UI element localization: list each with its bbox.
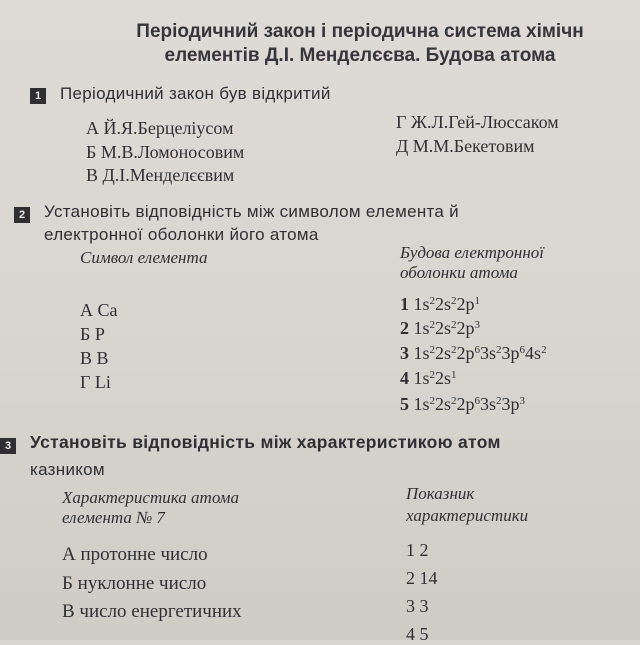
q2-symbol-a: А Ca (80, 300, 118, 320)
q3-right-column-header-line2: характеристики (406, 506, 529, 525)
question-3-text-line1: Установіть відповідність між характеристикою атом (30, 432, 501, 452)
q1-option-v: В Д.І.Менделєєвим (86, 165, 235, 185)
q3-value-1: 1 2 (406, 540, 429, 560)
page-title-line2: елементів Д.І. Менделєєва. Будова атома (164, 45, 556, 66)
question-3-number-badge: 3 (0, 438, 16, 454)
page-title-line1: Періодичний закон і періодична система хімічн (136, 21, 584, 42)
q3-characteristic-v: В число енергетичних (62, 601, 242, 622)
q1-option-b: Б М.В.Ломоносовим (86, 142, 245, 162)
q2-symbol-g: Г Li (80, 372, 111, 392)
q2-left-column-header: Символ елемента (80, 248, 208, 267)
q3-value-2: 2 14 (406, 568, 438, 588)
q2-right-column-header-line1: Будова електронної (400, 243, 545, 262)
q1-option-d: Д М.М.Бекетовим (396, 136, 535, 156)
q3-right-column-header-line1: Показник (406, 484, 475, 503)
q3-characteristic-b: Б нуклонне число (62, 573, 207, 594)
q3-value-3: 3 3 (406, 596, 429, 616)
q2-config-row: 1 $1s^22s^22p^1$ (400, 294, 481, 314)
q3-value-4: 4 5 (406, 624, 429, 644)
q2-right-column-header-line2: оболонки атома (400, 263, 518, 282)
q3-left-column-header-line2: елемента № 7 (62, 508, 165, 527)
question-2-text-line2: електронної оболонки його атома (44, 225, 319, 244)
q2-config-row: 2 $1s^22s^22p^3$ (400, 318, 481, 338)
question-2-text-line1: Установіть відповідність між символом елемента й (44, 202, 459, 221)
question-1-number-badge: 1 (30, 88, 46, 104)
q1-option-a: А Й.Я.Берцеліусом (86, 118, 234, 138)
q2-config-row: 5 $1s^22s^22p^63s^23p^3$ (400, 394, 526, 414)
q2-symbol-v: В B (80, 348, 109, 368)
q3-characteristic-a: А протонне число (62, 544, 208, 565)
q1-option-g: Г Ж.Л.Гей-Люссаком (396, 112, 559, 132)
q3-left-column-header-line1: Характеристика атома (62, 488, 240, 507)
q2-symbol-b: Б P (80, 324, 105, 344)
question-1-text: Періодичний закон був відкритий (60, 84, 331, 103)
question-2-number-badge: 2 (14, 207, 30, 223)
q2-config-row: 4 $1s^22s^1$ (400, 368, 457, 388)
question-3-text-line2: казником (30, 460, 105, 479)
q2-config-row: 3 $1s^22s^22p^63s^23p^64s^2$ (400, 343, 547, 363)
